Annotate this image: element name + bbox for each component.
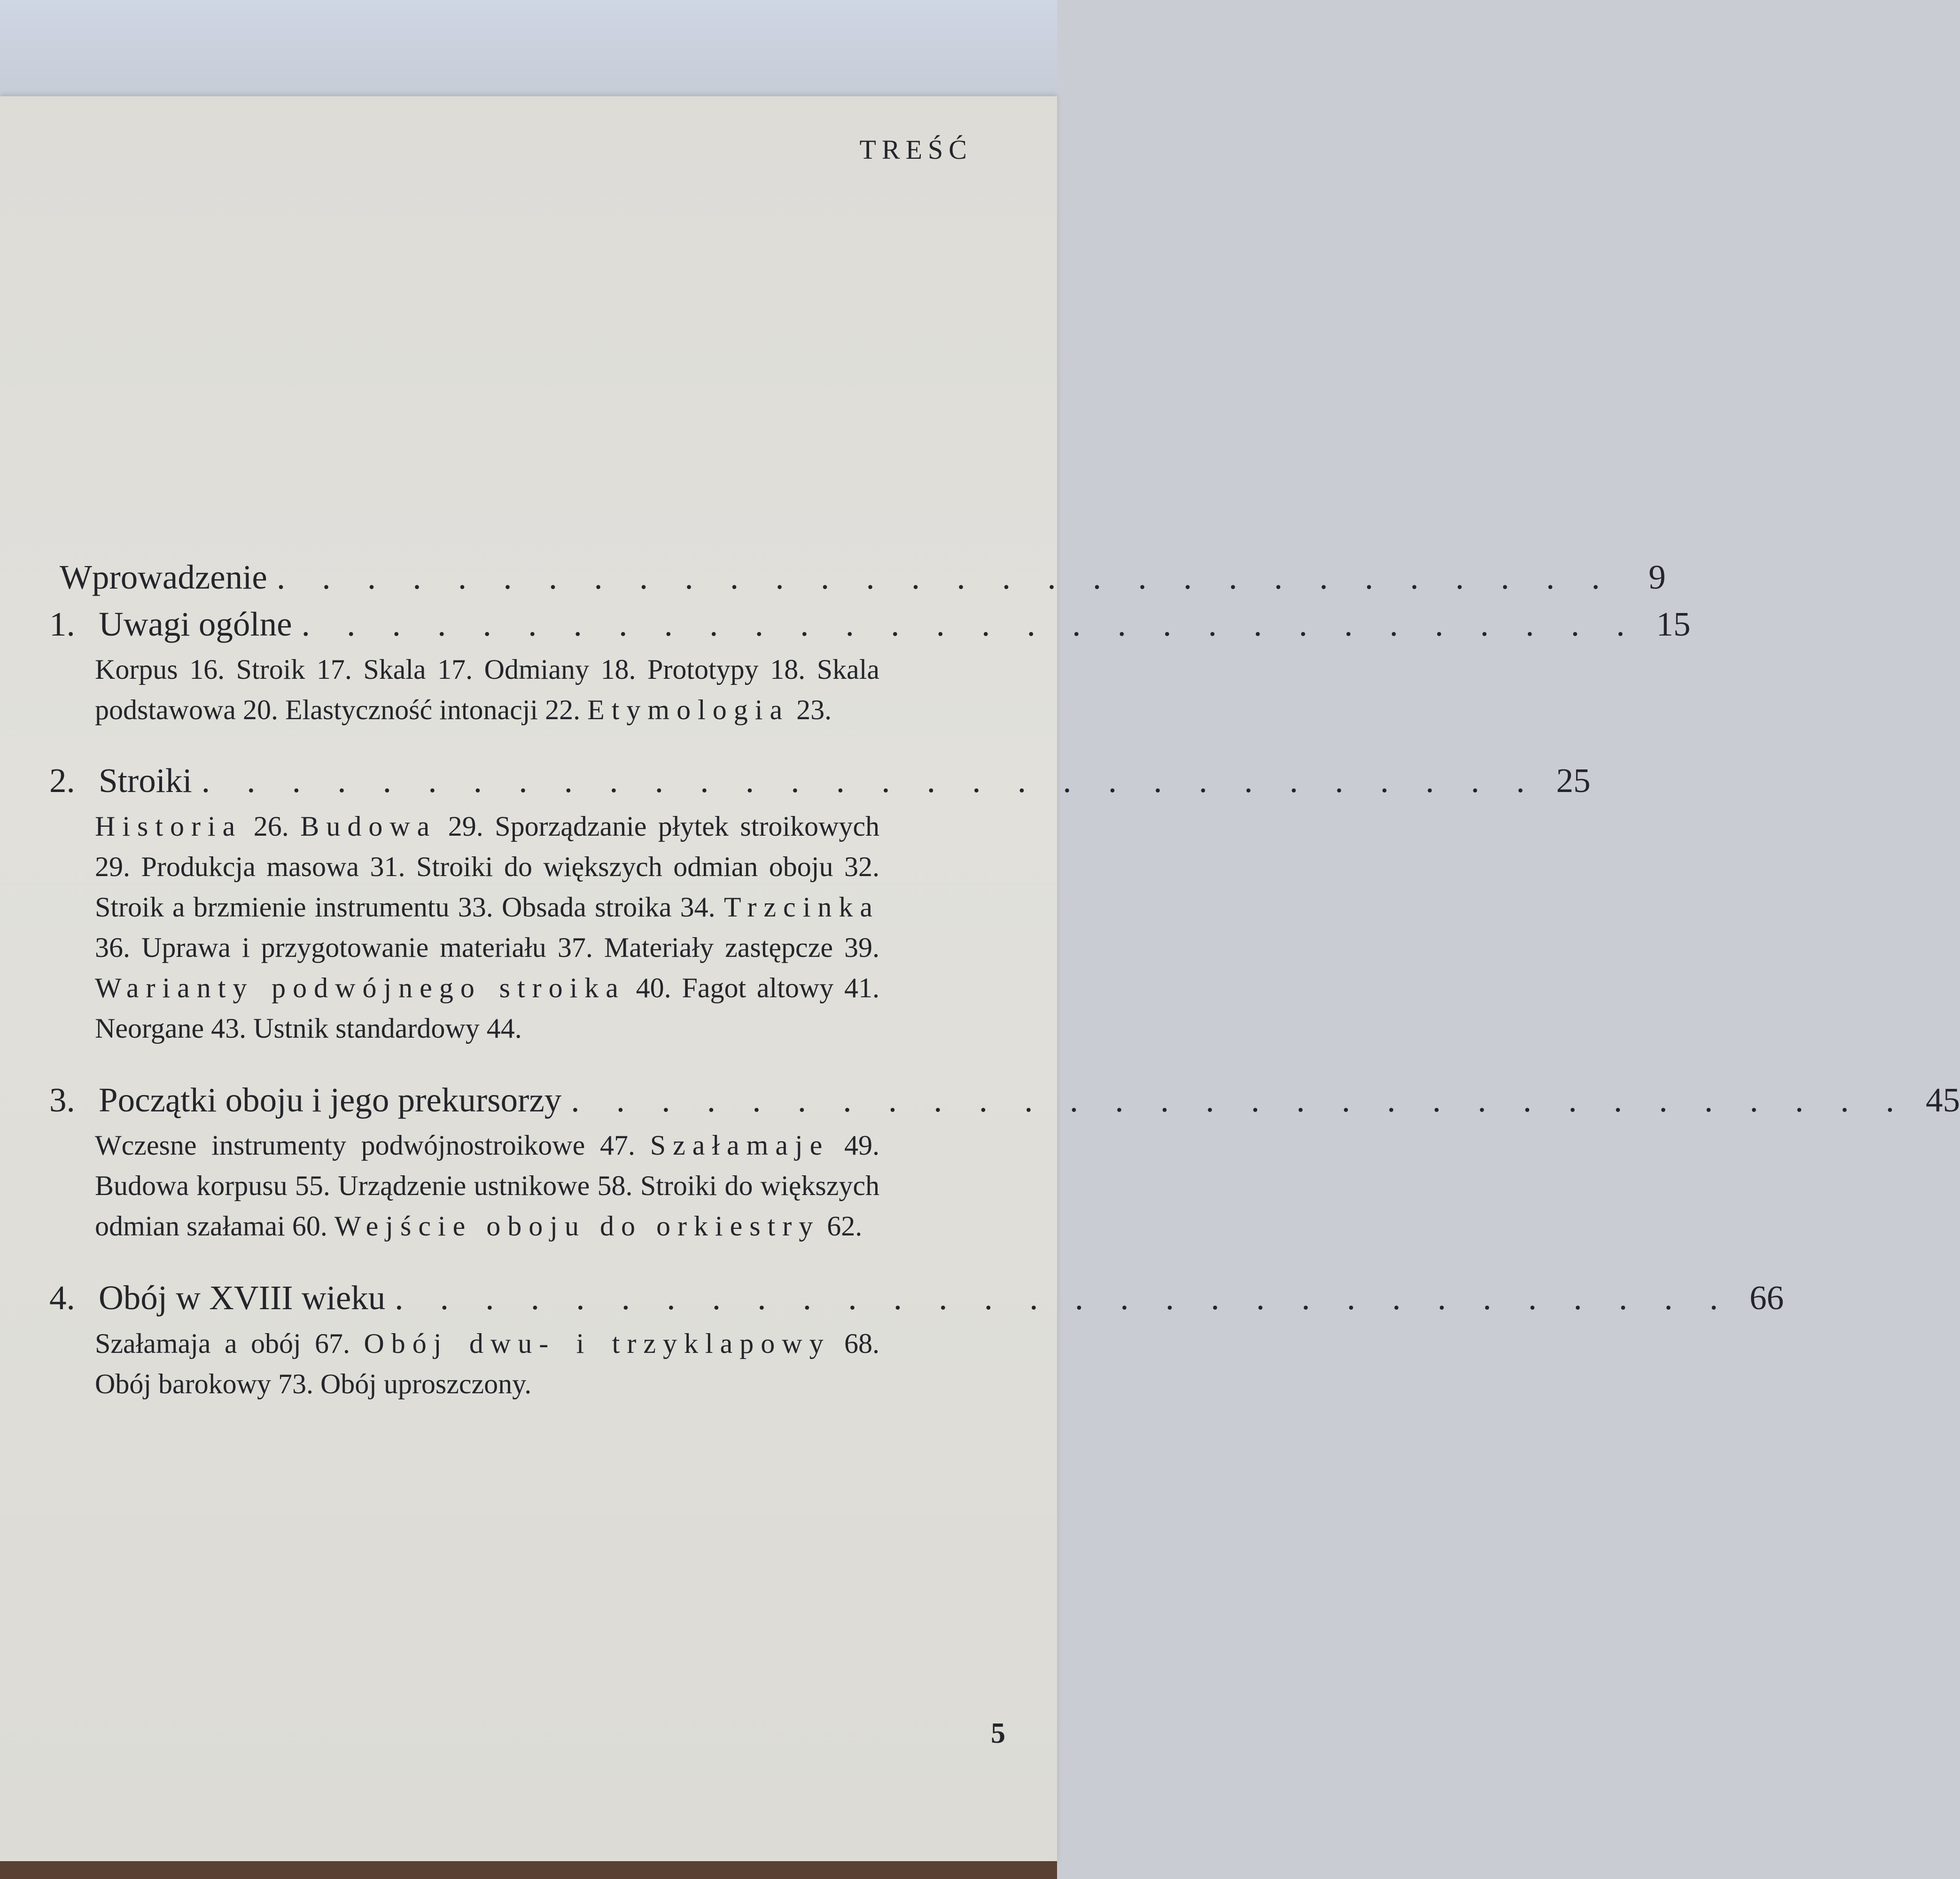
toc-entry-line [49,557,1666,598]
chapter-page: 25 [1556,761,1591,800]
running-header: TREŚĆ [859,134,972,165]
chapter-page: 9 [1649,558,1666,596]
dot-leader: . . . . . . . . . . . . . . . . . . . . . . . . . . . . . . [201,761,1539,800]
subtopic-text: 68. Obój barokowy 73. Obój uproszczony. [95,1328,879,1399]
chapter-page: 15 [1656,605,1691,643]
dot-leader: . . . . . . . . . . . . . . . . . . . . . . . . . . . . . . [301,605,1639,643]
spaced-term: Trzcinka [723,891,879,923]
table-of-contents [49,557,1960,1404]
chapter-title: Uwagi ogólne [99,605,292,643]
chapter-subtopics [95,806,879,1048]
chapter-page: 45 [1926,1080,1960,1119]
subtopic-text: 23. [789,694,832,726]
subtopic-text: 40. Fagot altowy 41. Neorgane 43. Ustnik standardowy 44. [95,972,879,1044]
toc-entry [49,1079,1960,1247]
subtopic-text: 29. Sporządzanie płytek stroikowych 29. Produkcja masowa 31. Stroiki do większych odmian oboju 32. Stroik a brzmienie instrumentu 33. Obsada stroika 34. [95,810,880,923]
dot-leader: . . . . . . . . . . . . . . . . . . . . . . . . . . . . . . [571,1080,1909,1119]
toc-entry [49,604,1691,730]
toc-entry-line [49,1079,1960,1121]
chapter-title: Początki oboju i jego prekursorzy [99,1080,562,1119]
subtopic-text: 26. [242,810,301,842]
chapter-page: 66 [1749,1279,1784,1317]
spaced-term: Wejście oboju do orkiestry [334,1211,820,1242]
table-surface [0,1861,1057,1879]
toc-entry [49,1277,1784,1404]
dot-leader: . . . . . . . . . . . . . . . . . . . . . . . . . . . . . . [395,1279,1732,1317]
dot-leader: . . . . . . . . . . . . . . . . . . . . . . . . . . . . . . [276,558,1614,596]
subtopic-text: Szałamaja a obój 67. [95,1328,364,1359]
chapter-number: 1. [49,605,75,643]
chapter-title: Wprowadzenie [60,558,267,596]
chapter-subtopics [95,1125,879,1246]
toc-entry-line [49,604,1691,645]
spaced-term: Obój dwu- i trzyklapowy [364,1328,831,1359]
subtopic-text: 62. [820,1211,863,1242]
chapter-subtopics [95,1323,879,1404]
spaced-term: Warianty podwójnego stroika [95,972,625,1003]
chapter-title: Stroiki [99,761,192,800]
spaced-term: Etymologia [587,694,790,726]
subtopic-text: Korpus 16. Stroik 17. Skala 17. Odmiany 18. Prototypy 18. Skala podstawowa 20. Elastyczność intonacji 22. [95,654,879,726]
toc-entry-line [49,760,1591,801]
spaced-term: Budowa [300,810,437,842]
toc-entry [49,760,1591,1048]
chapter-title: Obój w XVIII wieku [99,1279,386,1317]
chapter-subtopics [95,649,879,730]
subtopic-text: 36. Uprawa i przygotowanie materiału 37. Materiały zastępcze 39. [95,932,879,963]
chapter-number: 3. [49,1080,75,1119]
chapter-number: 4. [49,1279,75,1317]
subtopic-text: 49. Budowa korpusu 55. Urządzenie ustnikowe 58. Stroiki do większych odmian szałamai 60. [95,1130,879,1242]
spaced-term: Szałamaje [650,1130,830,1161]
subtopic-text: Wczesne instrumenty podwójnostroikowe 47. [95,1130,650,1161]
chapter-number: 2. [49,761,75,800]
background [0,0,1057,101]
toc-entry [49,557,1666,598]
page-number: 5 [991,1717,1005,1749]
spaced-term: Historia [95,810,242,842]
toc-entry-line [49,1277,1784,1319]
